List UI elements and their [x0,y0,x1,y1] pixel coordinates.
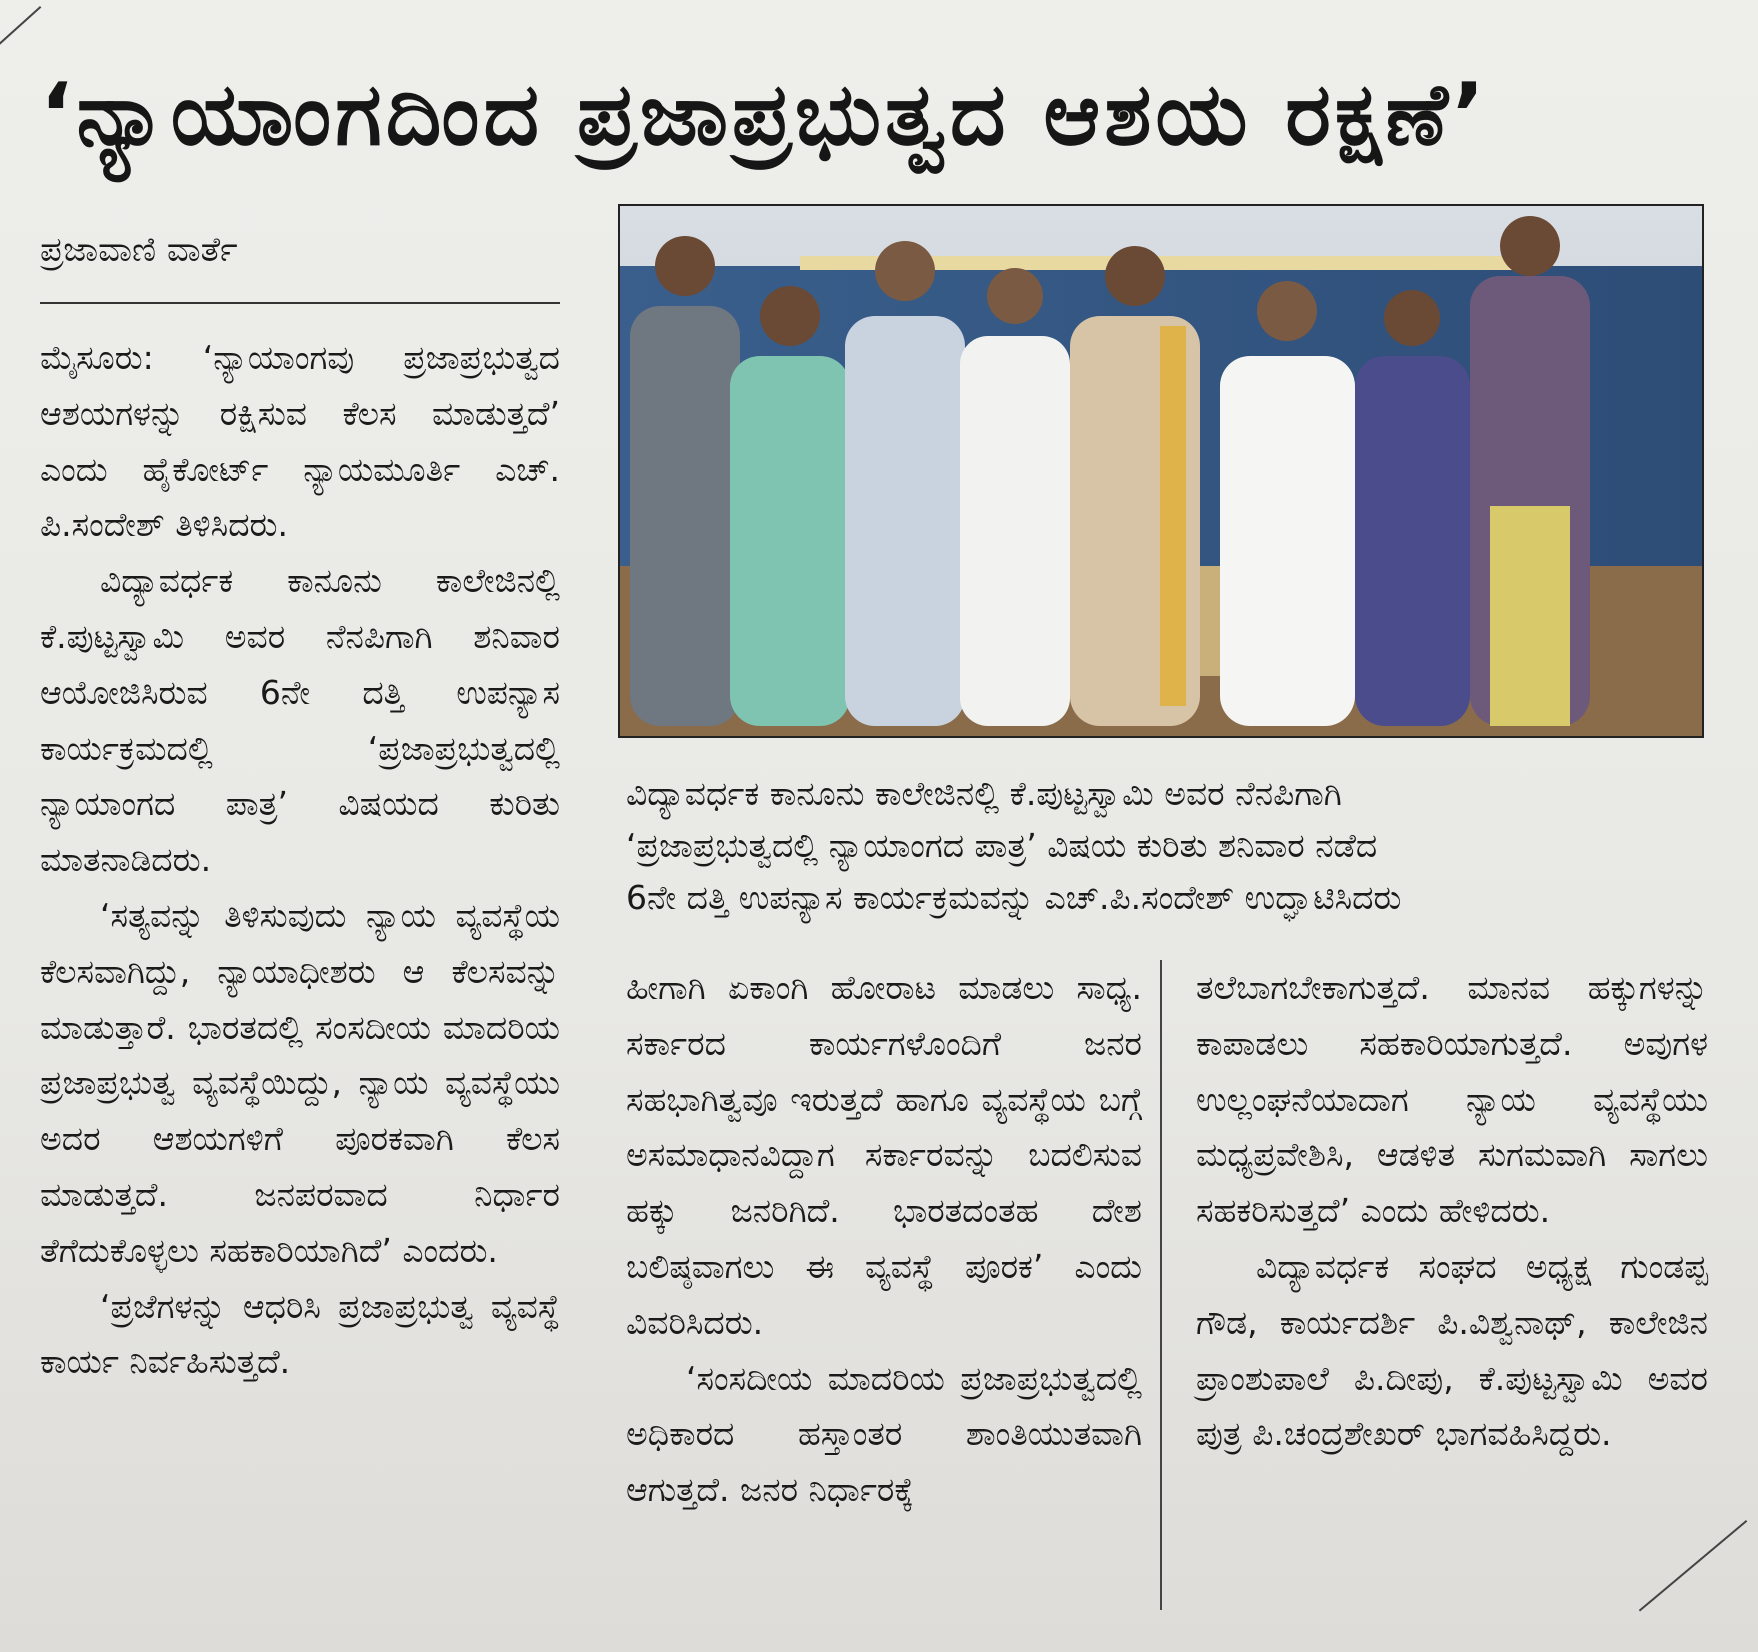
paragraph: ‘ಪ್ರಜೆಗಳನ್ನು ಆಧರಿಸಿ ಪ್ರಜಾಪ್ರಭುತ್ವ ವ್ಯವಸ್ಥೆ ಕಾರ್ಯ ನಿರ್ವಹಿಸುತ್ತದೆ. [40,1286,560,1382]
paragraph: ವಿದ್ಯಾವರ್ಧಕ ಕಾನೂನು ಕಾಲೇಜಿನಲ್ಲಿ ಕೆ.ಪುಟ್ಟಸ್ವಾಮಿ ಅವರ ನೆನಪಿಗಾಗಿ ಶನಿವಾರ ಆಯೋಜಿಸಿರುವ 6ನೇ ದತ್ತಿ ಉಪನ್ಯಾಸ ಕಾರ್ಯಕ್ರಮದಲ್ಲಿ ‘ಪ್ರಜಾಪ್ರಭುತ್ವದಲ್ಲಿ ನ್ಯಾಯಾಂಗದ ಪಾತ್ರ’ ವಿಷಯದ ಕುರಿತು ಮಾತನಾಡಿದರು. [40,561,560,880]
paragraph: ತಲೆಬಾಗಬೇಕಾಗುತ್ತದೆ. ಮಾನವ ಹಕ್ಕುಗಳನ್ನು ಕಾಪಾಡಲು ಸಹಕಾರಿಯಾಗುತ್ತದೆ. ಅವುಗಳ ಉಲ್ಲಂಘನೆಯಾದಾಗ ನ್ಯಾಯ ವ್ಯವಸ್ಥೆಯು ಮಧ್ಯಪ್ರವೇಶಿಸಿ, ಆಡಳಿತ ಸುಗಮವಾಗಿ ಸಾಗಲು ಸಹಕರಿಸುತ್ತದೆ’ ಎಂದು ಹೇಳಿದರು. [1196,968,1708,1231]
caption-line: ವಿದ್ಯಾವರ್ಧಕ ಕಾನೂನು ಕಾಲೇಜಿನಲ್ಲಿ ಕೆ.ಪುಟ್ಟಸ್ವಾಮಿ ಅವರ ನೆನಪಿಗಾಗಿ [626,774,1342,813]
event-photo [618,204,1704,738]
caption-line: ‘ಪ್ರಜಾಪ್ರಭುತ್ವದಲ್ಲಿ ನ್ಯಾಯಾಂಗದ ಪಾತ್ರ’ ವಿಷಯ ಕುರಿತು ಶನಿವಾರ ನಡೆದ [626,826,1378,865]
article-column-1 [40,330,560,1390]
paragraph: ‘ಸಂಸದೀಯ ಮಾದರಿಯ ಪ್ರಜಾಪ್ರಭುತ್ವದಲ್ಲಿ ಅಧಿಕಾರದ ಹಸ್ತಾಂತರ ಶಾಂತಿಯುತವಾಗಿ ಆಗುತ್ತದೆ. ಜನರ ನಿರ್ಧಾರಕ್ಕೆ [626,1358,1142,1510]
caption-line: 6ನೇ ದತ್ತಿ ಉಪನ್ಯಾಸ ಕಾರ್ಯಕ್ರಮವನ್ನು ಎಚ್.ಪಿ.ಸಂದೇಶ್ ಉದ್ಘಾಟಿಸಿದರು [626,878,1402,917]
byline-divider [40,302,560,304]
byline: ಪ್ರಜಾವಾಣಿ ವಾರ್ತೆ [40,230,238,270]
paragraph: ‘ಸತ್ಯವನ್ನು ತಿಳಿಸುವುದು ನ್ಯಾಯ ವ್ಯವಸ್ಥೆಯ ಕೆಲಸವಾಗಿದ್ದು, ನ್ಯಾಯಾಧೀಶರು ಆ ಕೆಲಸವನ್ನು ಮಾಡುತ್ತಾರೆ. ಭಾರತದಲ್ಲಿ ಸಂಸದೀಯ ಮಾದರಿಯ ಪ್ರಜಾಪ್ರಭುತ್ವ ವ್ಯವಸ್ಥೆಯಿದ್ದು, ನ್ಯಾಯ ವ್ಯವಸ್ಥೆಯು ಅದರ ಆಶಯಗಳಿಗೆ ಪೂರಕವಾಗಿ ಕೆಲಸ ಮಾಡುತ್ತದೆ. ಜನಪರವಾದ ನಿರ್ಧಾರ ತೆಗೆದುಕೊಳ್ಳಲು ಸಹಕಾರಿಯಾಗಿದೆ’ ಎಂದರು. [40,895,560,1270]
paragraph: ಮೈಸೂರು: ‘ನ್ಯಾಯಾಂಗವು ಪ್ರಜಾಪ್ರಭುತ್ವದ ಆಶಯಗಳನ್ನು ರಕ್ಷಿಸುವ ಕೆಲಸ ಮಾಡುತ್ತದೆ’ ಎಂದು ಹೈಕೋರ್ಟ್ ನ್ಯಾಯಮೂರ್ತಿ ಎಚ್. ಪಿ.ಸಂದೇಶ್ ತಿಳಿಸಿದರು. [40,338,560,545]
scan-corner-mark [1639,1520,1748,1612]
scan-corner-mark [0,6,41,101]
article-column-3 [1196,960,1708,1462]
paragraph: ವಿದ್ಯಾವರ್ಧಕ ಸಂಘದ ಅಧ್ಯಕ್ಷ ಗುಂಡಪ್ಪ ಗೌಡ, ಕಾರ್ಯದರ್ಶಿ ಪಿ.ವಿಶ್ವನಾಥ್, ಕಾಲೇಜಿನ ಪ್ರಾಂಶುಪಾಲೆ ಪಿ.ದೀಪು, ಕೆ.ಪುಟ್ಟಸ್ವಾಮಿ ಅವರ ಪುತ್ರ ಪಿ.ಚಂದ್ರಶೇಖರ್ ಭಾಗವಹಿಸಿದ್ದರು. [1196,1246,1708,1454]
paragraph: ಹೀಗಾಗಿ ಏಕಾಂಗಿ ಹೋರಾಟ ಮಾಡಲು ಸಾಧ್ಯ. ಸರ್ಕಾರದ ಕಾರ್ಯಗಳೊಂದಿಗೆ ಜನರ ಸಹಭಾಗಿತ್ವವೂ ಇರುತ್ತದೆ ಹಾಗೂ ವ್ಯವಸ್ಥೆಯ ಬಗ್ಗೆ ಅಸಮಾಧಾನವಿದ್ದಾಗ ಸರ್ಕಾರವನ್ನು ಬದಲಿಸುವ ಹಕ್ಕು ಜನರಿಗಿದೆ. ಭಾರತದಂತಹ ದೇಶ ಬಲಿಷ್ಠವಾಗಲು ಈ ವ್ಯವಸ್ಥೆ ಪೂರಕ’ ಎಂದು ವಿವರಿಸಿದರು. [626,968,1142,1342]
photo-caption [626,768,1706,924]
article-column-2 [626,960,1142,1518]
column-divider [1160,960,1162,1610]
event-photo-illustration [620,206,1702,736]
headline: ‘ನ್ಯಾಯಾಂಗದಿಂದ ಪ್ರಜಾಪ್ರಭುತ್ವದ ಆಶಯ ರಕ್ಷಣೆ’ [40,65,1489,165]
